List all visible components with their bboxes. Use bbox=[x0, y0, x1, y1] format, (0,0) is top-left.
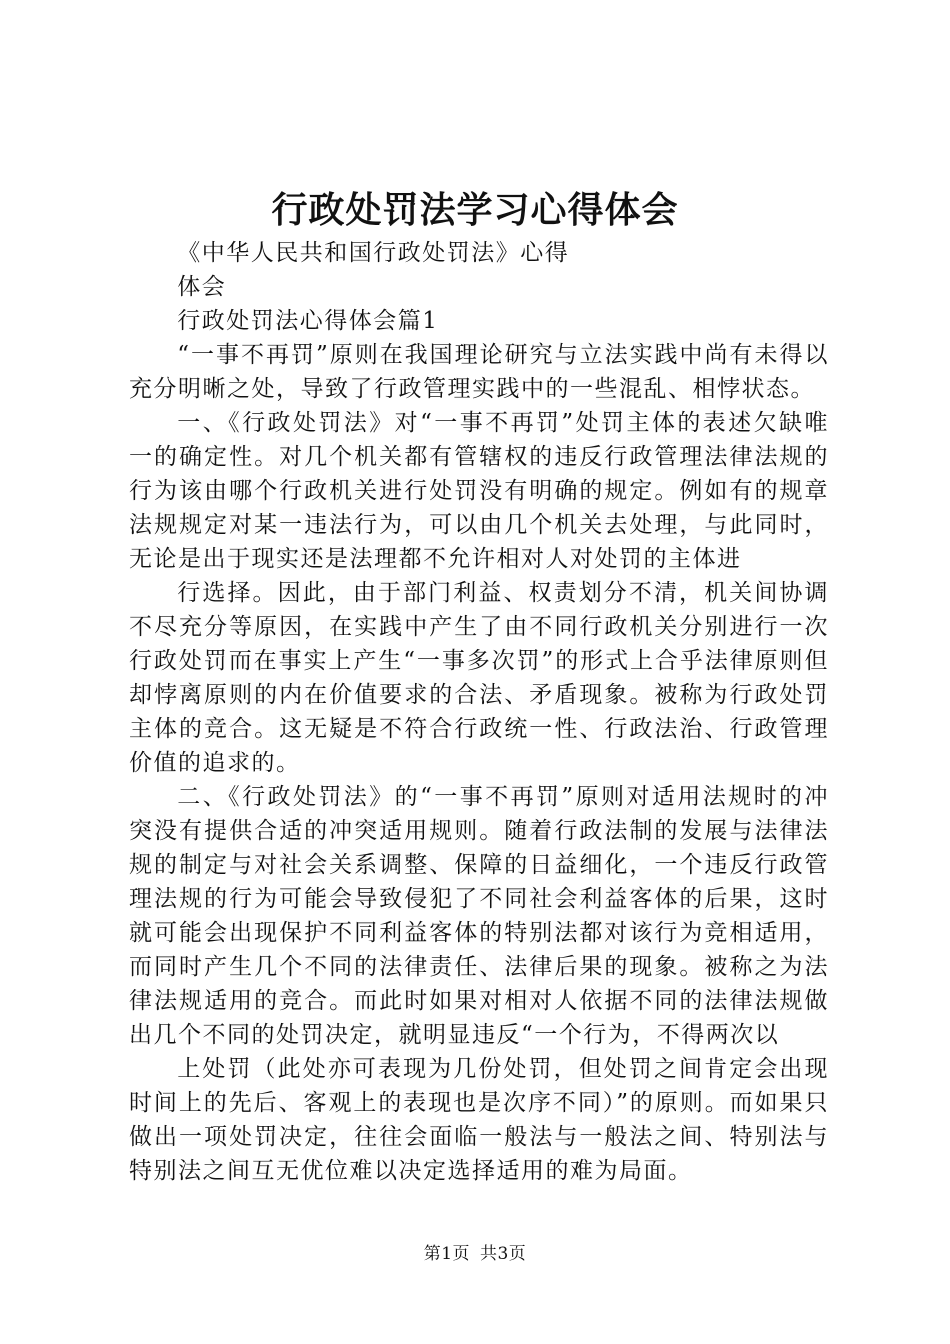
page-number: 第1页 bbox=[423, 1244, 471, 1264]
page-total: 共3页 bbox=[479, 1244, 527, 1264]
paragraph-point-two-continued: 上处罚（此处亦可表现为几份处罚，但处罚之间肯定会出现时间上的先后、客观上的表现也是次序不同）”的原则。而如果只做出一项处罚决定，往往会面临一般法与一般法之间、特别法与特别法之间互无优位难以决定选择适用的难为局面。 bbox=[129, 1056, 829, 1184]
document-title: 行政处罚法学习心得体会 bbox=[271, 189, 679, 231]
paragraph-subtitle-continued: 体会 bbox=[177, 274, 227, 300]
paragraph-point-two: 二、《行政处罚法》的“一事不再罚”原则对适用法规时的冲突没有提供合适的冲突适用规则。随着行政法制的发展与法律法规的制定与对社会关系调整、保障的日益细化，一个违反行政管理法规的行为可能会导致侵犯了不同社会利益客体的后果，这时就可能会出现保护不同利益客体的特别法都对该行为竞相适用，而同时产生几个不同的法律责任、法律后果的现象。被称之为法律法规适用的竞合。而此时如果对相对人依据不同的法律法规做出几个不同的处罚决定，就明显违反“一个行为，不得两次以 bbox=[129, 784, 829, 1048]
document-body bbox=[129, 236, 829, 1188]
paragraph-section-heading: 行政处罚法心得体会篇1 bbox=[177, 308, 439, 334]
page-footer bbox=[0, 1242, 950, 1266]
paragraph-point-one-continued: 行选择。因此，由于部门利益、权责划分不清，机关间协调不尽充分等原因，在实践中产生了由不同行政机关分别进行一次行政处罚而在事实上产生“一事多次罚”的形式上合乎法律原则但却悖离原则的内在价值要求的合法、矛盾现象。被称为行政处罚主体的竞合。这无疑是不符合行政统一性、行政法治、行政管理价值的追求的。 bbox=[129, 580, 829, 776]
paragraph-subtitle: 《中华人民共和国行政处罚法》心得 bbox=[177, 240, 570, 266]
paragraph-intro: “一事不再罚”原则在我国理论研究与立法实践中尚有未得以充分明晰之处，导致了行政管理实践中的一些混乱、相悖状态。 bbox=[129, 342, 829, 402]
paragraph-point-one: 一、《行政处罚法》对“一事不再罚”处罚主体的表述欠缺唯一的确定性。对几个机关都有管辖权的违反行政管理法律法规的行为该由哪个行政机关进行处罚没有明确的规定。例如有的规章法规规定对某一违法行为，可以由几个机关去处理，与此同时，无论是出于现实还是法理都不允许相对人对处罚的主体进 bbox=[129, 410, 829, 572]
